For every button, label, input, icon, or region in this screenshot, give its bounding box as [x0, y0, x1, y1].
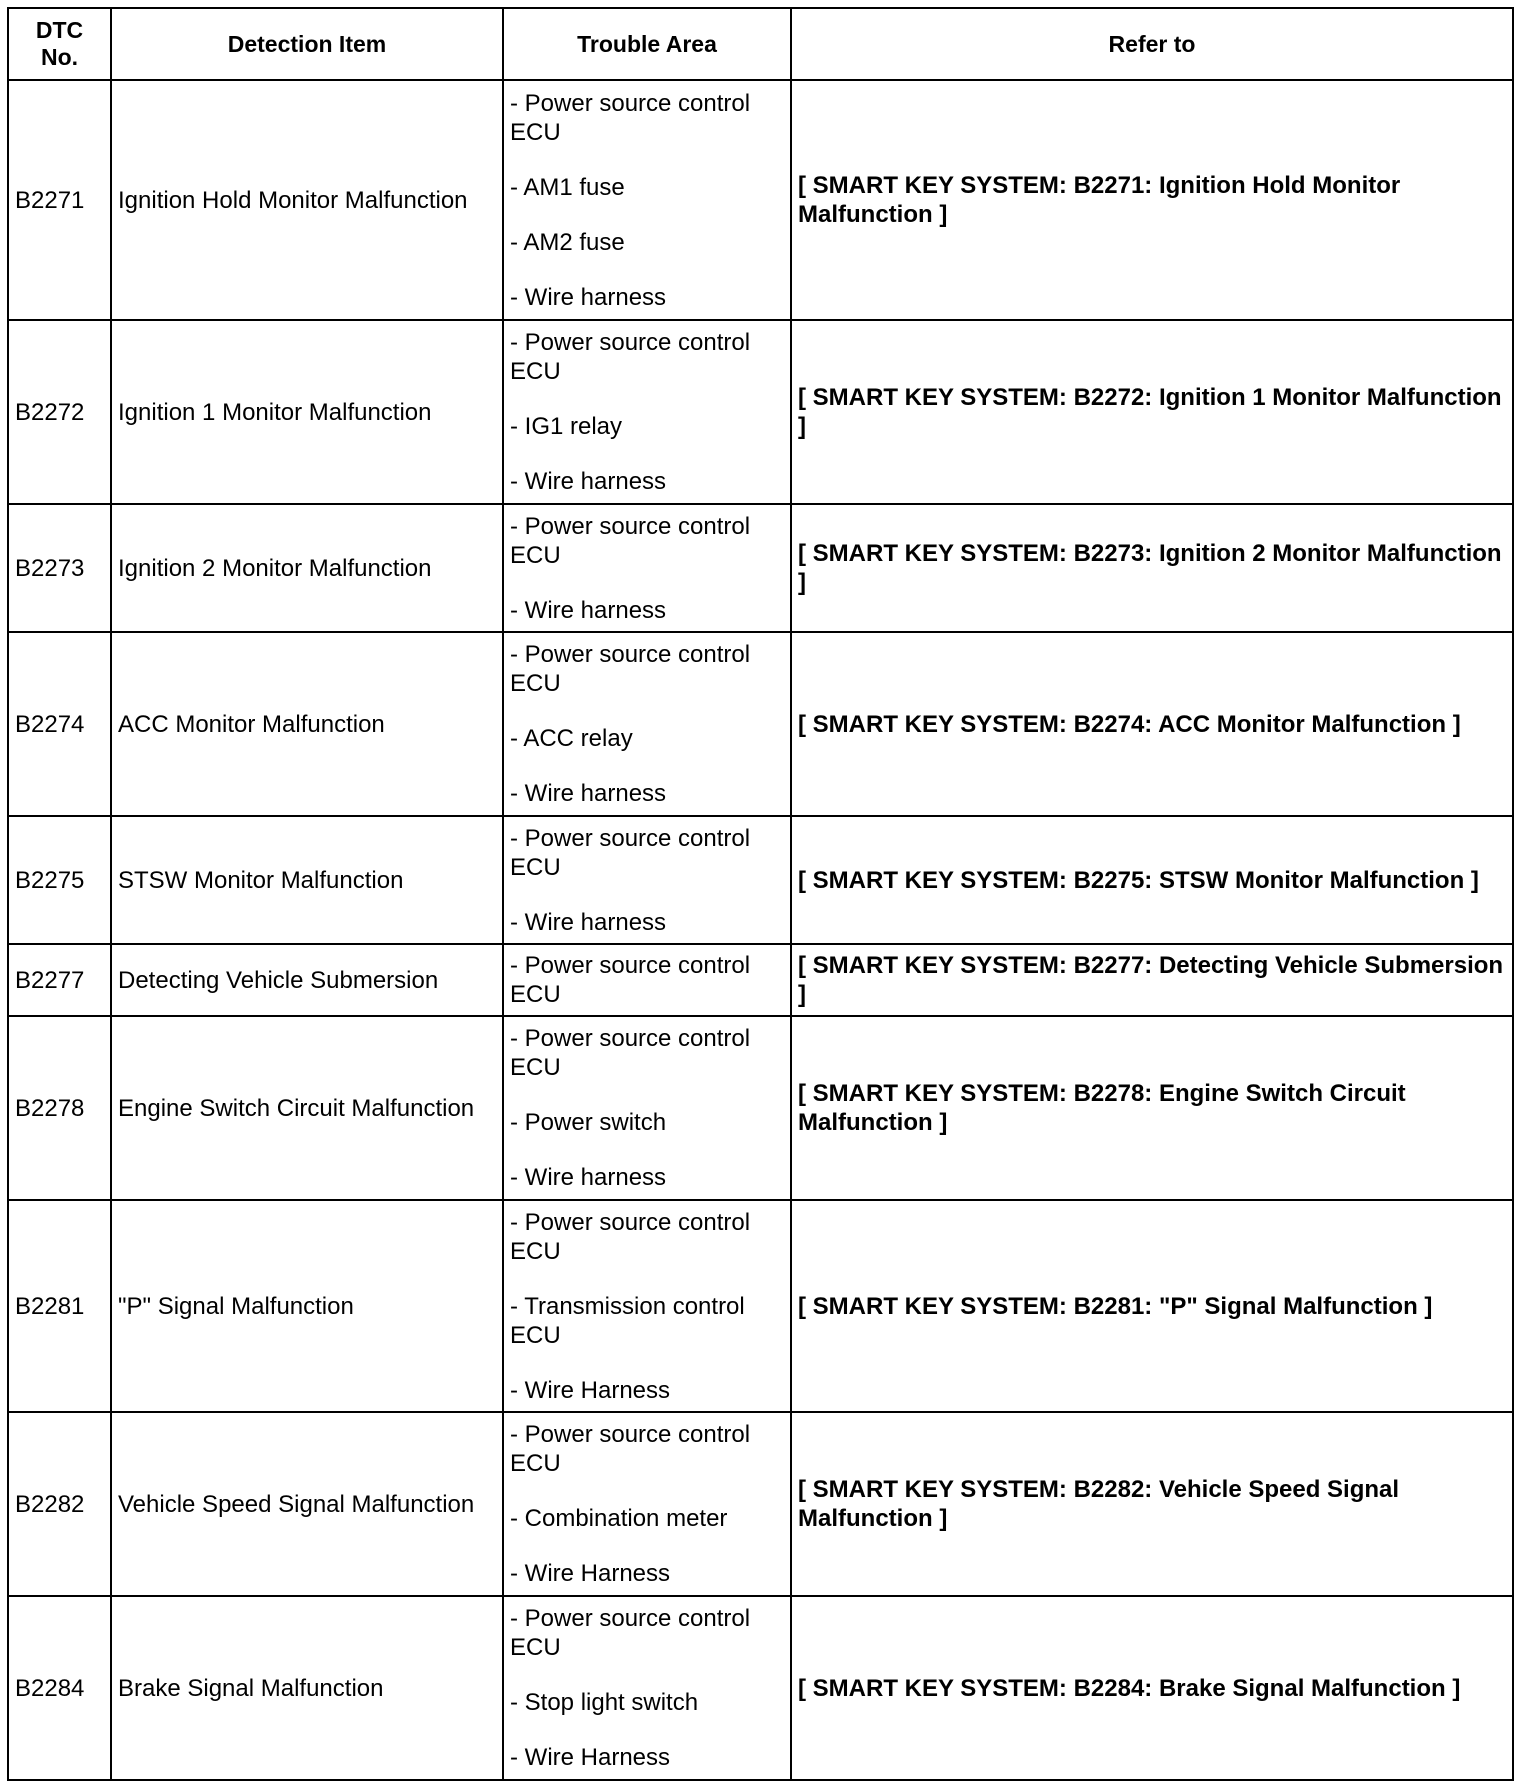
trouble-area-item: - AM2 fuse	[510, 228, 625, 256]
trouble-area-item: - Power source control ECU	[510, 1421, 751, 1477]
table-row	[8, 1200, 1513, 1412]
refer-to-link[interactable]: [ SMART KEY SYSTEM: B2282: Vehicle Speed Signal Malfunction ]	[791, 1412, 1513, 1596]
dtc-table-page	[7, 7, 1512, 1781]
dtc-code: B2274	[8, 632, 111, 816]
detection-item: Ignition 1 Monitor Malfunction	[111, 320, 503, 504]
trouble-area-list	[503, 320, 791, 504]
trouble-area-item: - Power switch	[510, 1109, 667, 1136]
table-header-row	[8, 8, 1513, 80]
trouble-area-item: - Power source control ECU	[510, 952, 751, 1008]
dtc-code: B2282	[8, 1412, 111, 1596]
refer-to-link[interactable]: [ SMART KEY SYSTEM: B2284: Brake Signal Malfunction ]	[791, 1596, 1513, 1780]
refer-to-link[interactable]: [ SMART KEY SYSTEM: B2271: Ignition Hold Monitor Malfunction ]	[791, 80, 1513, 320]
trouble-area-item: - Power source control ECU	[510, 512, 751, 569]
trouble-area-item: - Power source control ECU	[510, 824, 751, 881]
dtc-code: B2278	[8, 1016, 111, 1200]
trouble-area-item: - Power source control ECU	[510, 1605, 751, 1661]
trouble-area-item: - Wire harness	[510, 780, 667, 807]
dtc-table	[7, 7, 1514, 1781]
detection-item: Detecting Vehicle Submersion	[111, 944, 503, 1016]
refer-to-link[interactable]: [ SMART KEY SYSTEM: B2272: Ignition 1 Monitor Malfunction ]	[791, 320, 1513, 504]
table-row	[8, 1412, 1513, 1596]
table-row	[8, 944, 1513, 1016]
refer-to-link[interactable]: [ SMART KEY SYSTEM: B2275: STSW Monitor Malfunction ]	[791, 816, 1513, 944]
dtc-code: B2273	[8, 504, 111, 632]
trouble-area-item: - Transmission control ECU	[510, 1292, 745, 1349]
trouble-area-item: - Wire harness	[510, 908, 667, 936]
trouble-area-list	[503, 632, 791, 816]
refer-to-link[interactable]: [ SMART KEY SYSTEM: B2274: ACC Monitor Malfunction ]	[791, 632, 1513, 816]
header-trouble-area: Trouble Area	[503, 8, 791, 80]
table-row	[8, 504, 1513, 632]
trouble-area-list	[503, 504, 791, 632]
detection-item: ACC Monitor Malfunction	[111, 632, 503, 816]
table-body	[8, 80, 1513, 1780]
table-row	[8, 632, 1513, 816]
table-row	[8, 320, 1513, 504]
dtc-code: B2284	[8, 1596, 111, 1780]
trouble-area-item: - Power source control ECU	[510, 329, 751, 385]
detection-item: Engine Switch Circuit Malfunction	[111, 1016, 503, 1200]
trouble-area-item: - Wire Harness	[510, 1376, 671, 1404]
trouble-area-list	[503, 1596, 791, 1780]
detection-item: "P" Signal Malfunction	[111, 1200, 503, 1412]
trouble-area-item: - Stop light switch	[510, 1689, 699, 1716]
table-row	[8, 1016, 1513, 1200]
dtc-code: B2272	[8, 320, 111, 504]
dtc-code: B2271	[8, 80, 111, 320]
detection-item: Ignition 2 Monitor Malfunction	[111, 504, 503, 632]
refer-to-link[interactable]: [ SMART KEY SYSTEM: B2273: Ignition 2 Monitor Malfunction ]	[791, 504, 1513, 632]
dtc-code: B2275	[8, 816, 111, 944]
header-dtc-no: DTC No.	[8, 8, 111, 80]
trouble-area-item: - Power source control ECU	[510, 641, 751, 697]
trouble-area-item: - Wire harness	[510, 1164, 667, 1191]
header-detection-item: Detection Item	[111, 8, 503, 80]
trouble-area-item: - AM1 fuse	[510, 173, 625, 201]
trouble-area-list	[503, 944, 791, 1016]
table-row	[8, 1596, 1513, 1780]
trouble-area-list	[503, 1016, 791, 1200]
refer-to-link[interactable]: [ SMART KEY SYSTEM: B2281: "P" Signal Malfunction ]	[791, 1200, 1513, 1412]
trouble-area-list	[503, 80, 791, 320]
trouble-area-list	[503, 1412, 791, 1596]
table-row	[8, 816, 1513, 944]
dtc-code: B2281	[8, 1200, 111, 1412]
detection-item: Brake Signal Malfunction	[111, 1596, 503, 1780]
trouble-area-item: - Wire Harness	[510, 1560, 671, 1587]
trouble-area-item: - Wire harness	[510, 596, 667, 624]
refer-to-link[interactable]: [ SMART KEY SYSTEM: B2277: Detecting Vehicle Submersion ]	[791, 944, 1513, 1016]
trouble-area-item: - Power source control ECU	[510, 1025, 751, 1081]
header-refer-to: Refer to	[791, 8, 1513, 80]
trouble-area-item: - Combination meter	[510, 1505, 728, 1532]
trouble-area-item: - ACC relay	[510, 725, 633, 752]
detection-item: Vehicle Speed Signal Malfunction	[111, 1412, 503, 1596]
detection-item: Ignition Hold Monitor Malfunction	[111, 80, 503, 320]
trouble-area-item: - Wire harness	[510, 283, 667, 311]
table-row	[8, 80, 1513, 320]
trouble-area-item: - IG1 relay	[510, 413, 623, 440]
detection-item: STSW Monitor Malfunction	[111, 816, 503, 944]
trouble-area-list	[503, 1200, 791, 1412]
trouble-area-item: - Wire Harness	[510, 1744, 671, 1771]
dtc-code: B2277	[8, 944, 111, 1016]
refer-to-link[interactable]: [ SMART KEY SYSTEM: B2278: Engine Switch Circuit Malfunction ]	[791, 1016, 1513, 1200]
trouble-area-item: - Power source control ECU	[510, 89, 751, 146]
trouble-area-list	[503, 816, 791, 944]
trouble-area-item: - Power source control ECU	[510, 1208, 751, 1265]
trouble-area-item: - Wire harness	[510, 468, 667, 495]
